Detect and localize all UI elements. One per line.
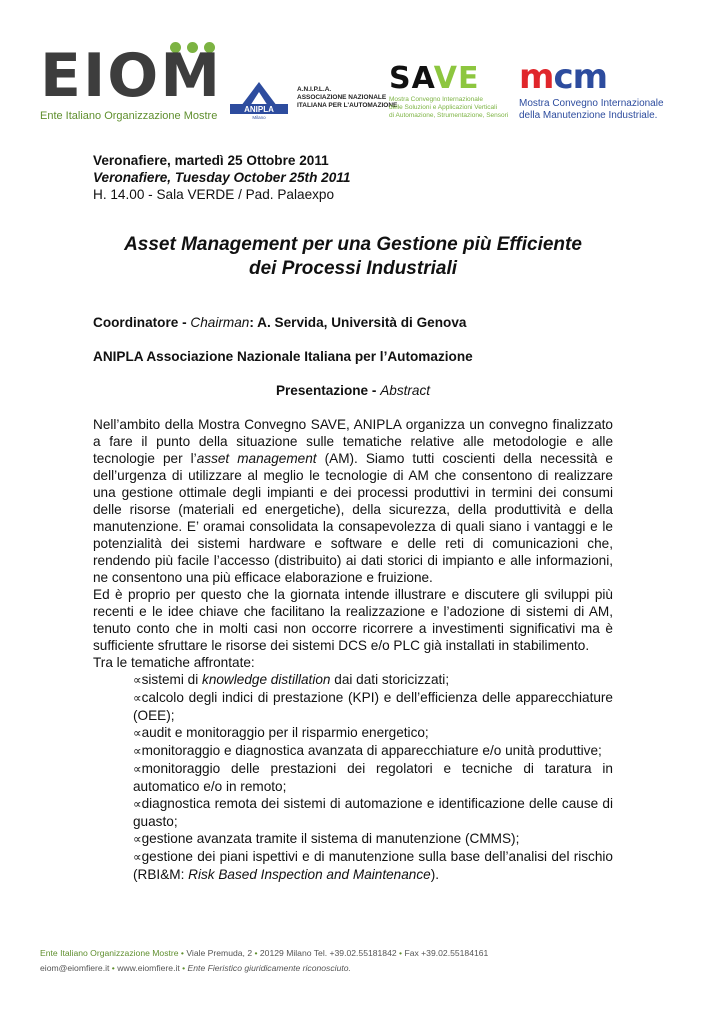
mcm-subtitle [519, 98, 664, 122]
event-date-it: Veronafiere, martedì 25 Ottobre 2011 [93, 153, 329, 168]
anipla-city-text: Milano [252, 115, 266, 120]
abstract-paragraph-1 [93, 416, 613, 586]
anipla-badge-text: ANIPLA [244, 105, 274, 114]
chairman-label: Chairman [190, 315, 250, 330]
footer-address: Viale Premuda, 2 [186, 948, 253, 958]
anipla-name-line: A.N.I.P.L.A. [297, 86, 332, 93]
topic-text: monitoraggio e diagnostica avanzata di apparecchiature e/o unità produttive; [141, 743, 602, 758]
mcm-subtitle-line: della Manutenzione Industriale. [519, 110, 658, 121]
anipla-name-line: ITALIANA PER L'AUTOMAZIONE [297, 102, 398, 109]
topic-item [133, 742, 613, 760]
coordinator-label: Coordinatore - [93, 315, 191, 330]
topic-text: audit e monitoraggio per il risparmio energetico; [141, 725, 429, 740]
topic-emphasis: Risk Based Inspection and Maintenance [188, 867, 431, 882]
topic-item [133, 671, 613, 689]
footer-bullet: • [109, 963, 118, 973]
document-title [93, 233, 613, 281]
topic-item [133, 830, 613, 848]
save-logo [389, 61, 509, 120]
mcm-logo-text [519, 57, 664, 97]
topic-item [133, 760, 613, 795]
topics-intro: Tra le tematiche affrontate: [93, 655, 255, 670]
footer-email-link[interactable]: eiom@eiomfiere.it [40, 963, 110, 973]
save-logo-text [389, 61, 508, 96]
event-time-place: H. 14.00 - Sala VERDE / Pad. Palaexpo [93, 187, 335, 202]
mcm-logo-part: m [519, 57, 554, 97]
title-line: Asset Management per una Gestione più Efficiente [124, 234, 582, 255]
topic-item [133, 724, 613, 742]
topic-text: calcolo degli indici di prestazione (KPI) e dell’efficienza delle apparecchiature (OEE); [133, 690, 613, 723]
topic-text: ). [430, 867, 440, 882]
footer-bullet: • [178, 948, 187, 958]
event-date-en: Veronafiere, Tuesday October 25th 2011 [93, 170, 351, 185]
topic-emphasis: knowledge distillation [202, 672, 331, 687]
topic-text: diagnostica remota dei sistemi di automazione e identificazione delle cause di guasto; [133, 796, 613, 829]
save-subtitle-line: di Automazione, Strumentazione, Sensori [389, 112, 509, 119]
save-subtitle [389, 96, 508, 120]
topic-text: gestione dei piani ispettivi e di manutenzione sulla base dell’analisi del rischio (RBI&M: [133, 849, 613, 882]
topic-text: gestione avanzata tramite il sistema di manutenzione (CMMS); [141, 831, 520, 846]
footer-bullet: • [252, 948, 260, 958]
topic-item [133, 689, 613, 724]
bullet-icon: ∝ [133, 832, 142, 846]
abstract-text: Nell’ambito della Mostra Convegno SAVE, ANIPLA organizza un convegno finalizzato a fare il punto della situazione sulle tematiche relative alle metodologie e alle tecnologie per l’ [93, 417, 613, 466]
anipla-name [297, 86, 397, 110]
eiom-logo [40, 41, 223, 111]
anipla-logo [228, 80, 290, 120]
eiom-logo-text: EIOM [40, 41, 223, 111]
footer-fax: Fax +39.02.55184161 [404, 948, 489, 958]
topic-text: monitoraggio delle prestazioni dei regolatori e tecniche di taratura in automatico e/o in remoto; [133, 761, 613, 794]
save-logo-part: SA [389, 61, 434, 96]
bullet-icon: ∝ [133, 726, 142, 740]
topic-text: dai dati storicizzati; [330, 672, 450, 687]
coordinator-name: A. Servida, Università di Genova [257, 315, 467, 330]
abstract-emphasis: asset management [196, 451, 317, 466]
eiom-tagline: Ente Italiano Organizzazione Mostre [40, 110, 218, 122]
topic-item [133, 848, 613, 883]
bullet-icon: ∝ [133, 691, 142, 705]
presentation-heading [93, 382, 613, 399]
footer-line-2 [40, 961, 700, 976]
save-logo-part: VE [433, 61, 480, 96]
footer-phone: 20129 Milano Tel. +39.02.55181842 [259, 948, 397, 958]
footer-note: Ente Fieristico giuridicamente riconosciuto. [187, 963, 351, 973]
document-body [93, 152, 613, 883]
coordinator-sep: : [249, 315, 258, 330]
topic-text: sistemi di [141, 672, 203, 687]
abstract-text: (AM). Siamo tutti coscienti della necessità e dell’urgenza di utilizzare al meglio le tecnologie di AM che consentono di realizzare una gestione ottimale degli impianti e dei processi produttivi in termini dei consumi delle risorse (materiali ed energetiche), della sicurezza, della produttività e della manutenzione. E’ oramai consolidata la consapevolezza di quali siano i vantaggi e le potenzialità dei sistemi hardware e software e delle reti di comunicazioni che, rendendo più facile l’accesso (distribuito) ai dati storici di impianto e alle informazioni, ne consentono una più efficace elaborazione e fruizione. [93, 451, 613, 585]
title-line: dei Processi Industriali [248, 258, 458, 279]
organization-name: ANIPLA Associazione Nazionale Italiana per l’Automazione [93, 349, 473, 364]
letterhead [0, 0, 724, 140]
footer-website-link[interactable]: www.eiomfiere.it [117, 963, 180, 973]
topics-list [93, 671, 613, 883]
bullet-icon: ∝ [133, 762, 142, 776]
coordinator-line [93, 314, 613, 331]
topic-item [133, 795, 613, 830]
save-subtitle-line: Mostra Convegno Internazionale [389, 96, 483, 103]
footer-bullet: • [179, 963, 188, 973]
mcm-logo-part: cm [553, 57, 608, 97]
bullet-icon: ∝ [133, 744, 142, 758]
footer-line-1 [40, 946, 700, 961]
footer-bullet: • [396, 948, 405, 958]
mcm-logo [519, 57, 664, 122]
abstract-paragraph-2: Ed è proprio per questo che la giornata intende illustrare e discutere gli sviluppi più recenti e le idee chiave che facilitano la realizzazione e l’adozione di sistemi di AM, tenuto conto che in molti casi non occorre ricorrere a investimenti significativi ma è sufficiente sfruttare le risorse dei sistemi DCS e/o PLC già installati in stabilimento. [93, 587, 613, 653]
page-footer [40, 946, 700, 976]
bullet-icon: ∝ [133, 673, 142, 687]
bullet-icon: ∝ [133, 850, 142, 864]
presentation-label: Presentazione - [275, 383, 381, 398]
bullet-icon: ∝ [133, 797, 142, 811]
save-subtitle-line: delle Soluzioni e Applicazioni Verticali [389, 104, 498, 111]
mcm-subtitle-line: Mostra Convegno Internazionale [519, 98, 664, 109]
abstract-label: Abstract [380, 383, 431, 398]
anipla-name-line: ASSOCIAZIONE NAZIONALE [297, 94, 387, 101]
footer-org: Ente Italiano Organizzazione Mostre [40, 948, 179, 958]
